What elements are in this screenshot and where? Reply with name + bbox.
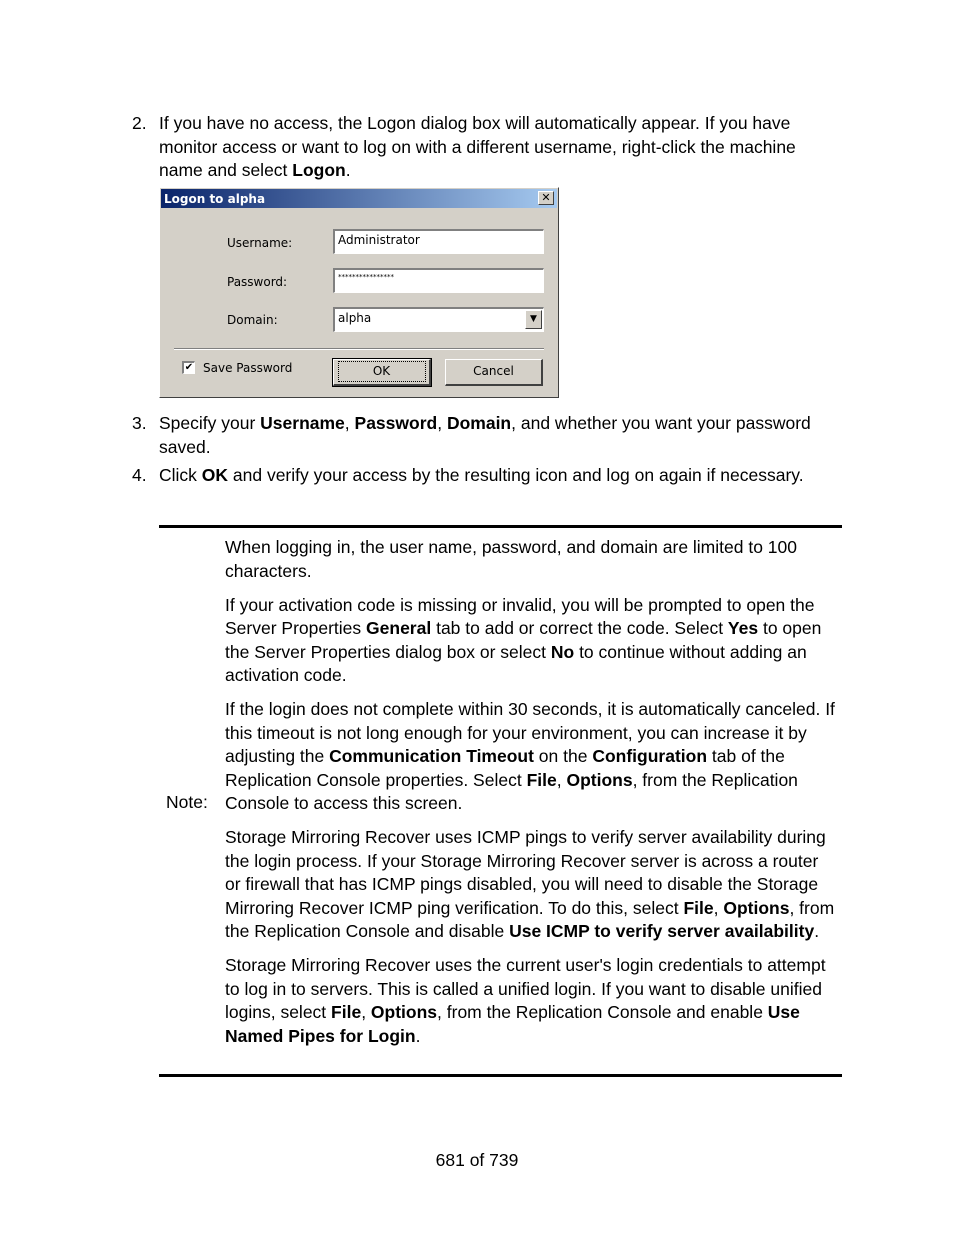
note-label: Note: xyxy=(166,792,208,812)
ok-button-label: OK xyxy=(338,361,426,382)
note-paragraph: Storage Mirroring Recover uses the current user's login credentials to attempt to log in to servers. This is called a unified login. If you want to disable unified logins, select File, Options, from the Replication Console and enable Use Named Pipes for Login. xyxy=(225,955,826,1046)
note-bottom-rule xyxy=(159,1074,842,1077)
step-number: 2. xyxy=(132,113,147,133)
domain-select[interactable] xyxy=(333,307,544,332)
password-label: Password: xyxy=(227,275,288,289)
domain-value: alpha xyxy=(338,311,372,325)
password-input[interactable]: **************** xyxy=(333,268,544,293)
note-paragraph: Storage Mirroring Recover uses ICMP pings to verify server availability during the login process. If your Storage Mirroring Recover server is across a router or firewall that has ICMP pings disabled, you will need to disable the Storage Mirroring Recover ICMP ping verification. To do this, select File, Options, from the Replication Console and disable Use ICMP to verify server availability. xyxy=(225,827,835,941)
domain-label: Domain: xyxy=(227,313,278,327)
note-paragraph: If the login does not complete within 30 seconds, it is automatically canceled. If this timeout is not long enough for your environment, you can increase it by adjusting the Communication Timeout on the Configuration tab of the Replication Console properties. Select File, Options, from the Replication Console to access this screen. xyxy=(225,699,835,813)
divider xyxy=(174,348,544,350)
note-paragraph: If your activation code is missing or invalid, you will be prompted to open the Server Properties General tab to add or correct the code. Select Yes to open the Server Properties dialog box or select No to continue without adding an activation code. xyxy=(225,594,822,685)
page-number: 681 of 739 xyxy=(435,1150,519,1170)
close-icon[interactable]: ✕ xyxy=(538,191,554,205)
username-input[interactable]: Administrator xyxy=(333,229,544,254)
cancel-button[interactable]: Cancel xyxy=(445,359,543,386)
note-paragraph: When logging in, the user name, password, and domain are limited to 100 characters. xyxy=(225,537,797,581)
ok-button[interactable] xyxy=(333,359,431,386)
dialog-title: Logon to alpha xyxy=(164,192,266,206)
step-text: If you have no access, the Logon dialog box will automatically appear. If you have monitor access or want to log on with a different username, right-click the machine name and select Logon. xyxy=(159,113,796,180)
step-number: 3. xyxy=(132,413,147,433)
dialog-titlebar xyxy=(161,189,557,208)
save-password-checkbox[interactable]: ✔ xyxy=(182,361,195,374)
step-text: Specify your Username, Password, Domain, and whether you want your password saved. xyxy=(159,413,811,457)
note-top-rule xyxy=(159,525,842,528)
step-number: 4. xyxy=(132,465,147,485)
logon-dialog xyxy=(159,187,559,398)
save-password-label: Save Password xyxy=(203,361,293,375)
note-body xyxy=(225,536,837,1059)
username-label: Username: xyxy=(227,236,293,250)
chevron-down-icon[interactable]: ▼ xyxy=(525,310,542,329)
step-text: Click OK and verify your access by the resulting icon and log on again if necessary. xyxy=(159,465,804,485)
